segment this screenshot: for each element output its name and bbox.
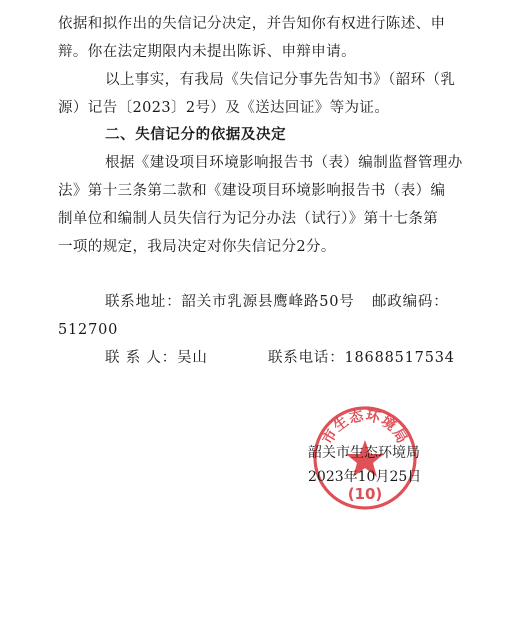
seal-number: (10)	[347, 485, 383, 503]
paragraph-line: 一项的规定，我局决定对你失信记分2分。	[58, 239, 336, 255]
paragraph-line: 法》第十三条第二款和《建设项目环境影响报告书（表）编	[58, 183, 446, 199]
person-value: 吴山	[177, 350, 208, 366]
paragraph-line: 制单位和编制人员失信行为记分办法（试行）》第十七条第	[58, 211, 439, 227]
paragraph-line: 依据和拟作出的失信记分决定，并告知你有权进行陈述、申	[58, 16, 446, 32]
phone-label: 联系电话：	[268, 350, 345, 366]
postal-code: 512700	[58, 322, 119, 338]
postal-label: 邮政编码：	[372, 294, 449, 310]
address-label: 联系地址：	[105, 294, 182, 310]
paragraph-line: 以上事实，有我局《失信记分事先告知书》（韶环（乳	[105, 72, 456, 88]
contact-person	[105, 348, 208, 368]
paragraph-line: 源）记告〔2023〕2号）及《送达回证》等为证。	[58, 100, 390, 116]
phone-value: 18688517534	[344, 350, 455, 366]
signature-date: 2023年10月25日	[308, 469, 422, 485]
seal-text: 市生态环境局	[319, 408, 411, 447]
contact-postal	[372, 292, 449, 312]
contact-phone	[268, 348, 455, 368]
svg-text:市生态环境局	[319, 407, 410, 447]
contact-address	[105, 292, 355, 312]
paragraph-line: 根据《建设项目环境影响报告书（表）编制监督管理办	[105, 155, 463, 171]
paragraph-line: 辩。你在法定期限内未提出陈诉、申辩申请。	[58, 44, 356, 60]
signature-org: 韶关市生态环境局	[308, 445, 420, 461]
address-value: 韶关市乳源县鹰峰路50号	[181, 294, 355, 310]
person-label: 联 系 人：	[105, 350, 178, 366]
section-heading: 二、失信记分的依据及决定	[105, 127, 287, 143]
